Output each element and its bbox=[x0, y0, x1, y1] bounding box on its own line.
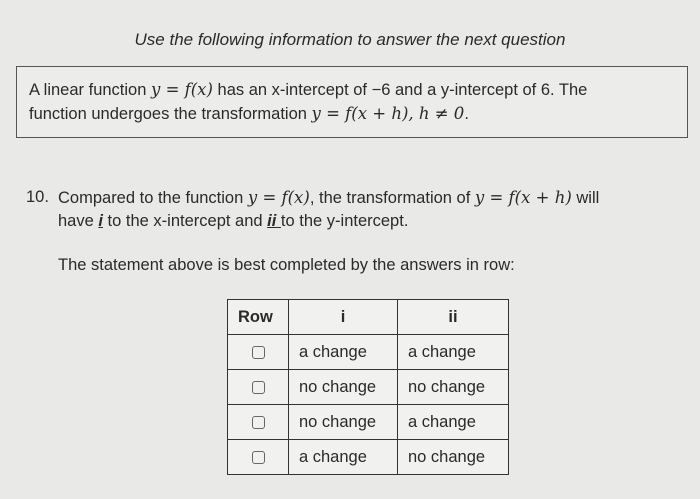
info-math: y = f(x) bbox=[151, 80, 213, 99]
answer-table bbox=[227, 299, 509, 475]
question-math: y = f(x + h) bbox=[474, 188, 572, 207]
question-10 bbox=[26, 186, 686, 233]
question-math: y = f(x) bbox=[247, 188, 310, 207]
radio-button[interactable] bbox=[252, 381, 265, 394]
radio-cell[interactable] bbox=[228, 405, 289, 440]
header-row: Row bbox=[228, 300, 289, 335]
info-text: A linear function bbox=[29, 81, 151, 99]
information-box bbox=[16, 66, 688, 138]
radio-cell[interactable] bbox=[228, 335, 289, 370]
radio-cell[interactable] bbox=[228, 370, 289, 405]
info-text: has an x-intercept of bbox=[212, 81, 372, 99]
cell-ii: a change bbox=[398, 335, 509, 370]
info-math: y = f(x + h), h ≠ 0 bbox=[311, 104, 465, 123]
question-text bbox=[58, 186, 678, 233]
answer-row[interactable] bbox=[228, 370, 509, 405]
question-text-part: Compared to the function bbox=[58, 189, 248, 207]
info-value: −6 bbox=[371, 81, 391, 99]
answer-row[interactable] bbox=[228, 335, 509, 370]
answer-prompt: The statement above is best completed by the answers in row: bbox=[58, 256, 515, 274]
cell-ii: no change bbox=[398, 370, 509, 405]
answer-table-header bbox=[228, 300, 509, 335]
cell-i: a change bbox=[289, 335, 398, 370]
instruction-header: Use the following information to answer the next question bbox=[134, 30, 566, 49]
question-number: 10. bbox=[26, 188, 49, 206]
question-text-part: to the y-intercept. bbox=[280, 212, 409, 230]
blank-i: i bbox=[98, 212, 103, 230]
info-line-1 bbox=[29, 78, 675, 102]
radio-button[interactable] bbox=[252, 451, 265, 464]
cell-i: a change bbox=[289, 440, 398, 475]
cell-i: no change bbox=[289, 370, 398, 405]
header-ii: ii bbox=[398, 300, 509, 335]
question-text-part: will bbox=[571, 189, 600, 207]
question-text-part: , the transformation of bbox=[309, 189, 475, 207]
cell-ii: no change bbox=[398, 440, 509, 475]
info-text: and a y-intercept of 6. The bbox=[390, 81, 588, 99]
info-text: function undergoes the transformation bbox=[29, 105, 312, 123]
answer-row[interactable] bbox=[228, 405, 509, 440]
info-line-2 bbox=[29, 102, 675, 126]
blank-ii: ii bbox=[267, 212, 277, 230]
question-text-part: have bbox=[58, 212, 99, 230]
radio-cell[interactable] bbox=[228, 440, 289, 475]
cell-i: no change bbox=[289, 405, 398, 440]
header-i: i bbox=[289, 300, 398, 335]
cell-ii: a change bbox=[398, 405, 509, 440]
answer-row[interactable] bbox=[228, 440, 509, 475]
question-text-part: to the x-intercept and bbox=[102, 212, 268, 230]
radio-button[interactable] bbox=[252, 346, 265, 359]
info-text: . bbox=[464, 105, 469, 123]
radio-button[interactable] bbox=[252, 416, 265, 429]
